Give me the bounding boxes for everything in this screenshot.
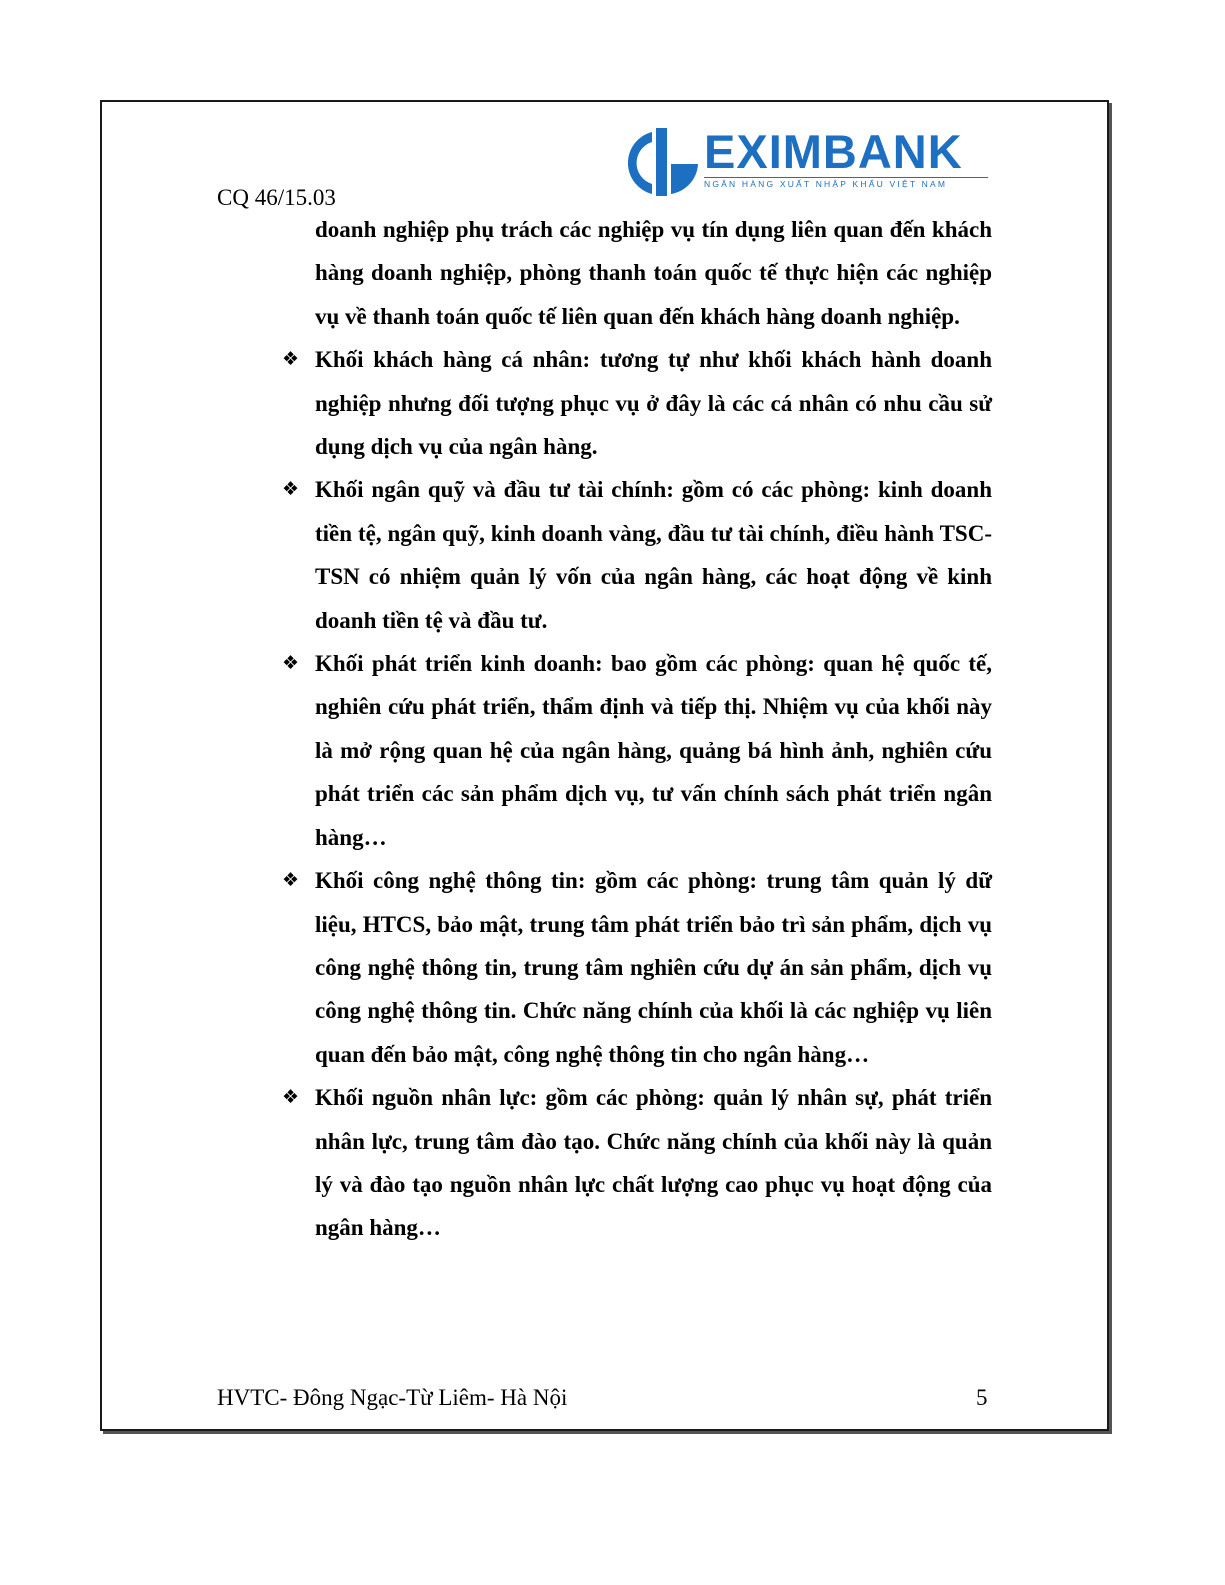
- logo-tagline: NGÂN HÀNG XUẤT NHẬP KHẨU VIỆT NAM: [704, 177, 988, 189]
- list-item: [282, 1076, 992, 1250]
- footer-address: HVTC- Đông Ngạc-Từ Liêm- Hà Nội: [217, 1385, 568, 1410]
- eximbank-emblem-icon: [626, 126, 702, 198]
- eximbank-logo: [626, 126, 988, 198]
- list-item: [282, 859, 992, 1076]
- list-item: [282, 642, 992, 859]
- list-item-text: Khối nguồn nhân lực: gồm các phòng: quản lý nhân sự, phát triển nhân lực, trung tâm đào tạo. Chức năng chính của khối này là quản lý và đào tạo nguồn nhân lực chất lượng cao phục vụ hoạt động của ngân hàng…: [315, 1085, 992, 1241]
- list-item: [282, 468, 992, 642]
- list-item-text: Khối ngân quỹ và đầu tư tài chính: gồm có các phòng: kinh doanh tiền tệ, ngân quỹ, kinh doanh vàng, đầu tư tài chính, điều hành TSC- TSN có nhiệm quản lý vốn của ngân hàng, các hoạt động về kinh doanh tiền tệ và đầu tư.: [315, 477, 992, 633]
- diamond-bullet-icon: ❖: [282, 869, 300, 892]
- logo-brand-text: EXIMBANK: [704, 125, 963, 178]
- list-item-text: Khối khách hàng cá nhân: tương tự như khối khách hành doanh nghiệp nhưng đối tượng phục vụ ở đây là các cá nhân có nhu cầu sử dụng dịch vụ của ngân hàng.: [315, 347, 992, 460]
- list-item-text: Khối phát triển kinh doanh: bao gồm các phòng: quan hệ quốc tế, nghiên cứu phát triển, thẩm định và tiếp thị. Nhiệm vụ của khối này là mở rộng quan hệ của ngân hàng, quảng bá hình ảnh, nghiên cứu phát triển các sản phẩm dịch vụ, tư vấn chính sách phát triển ngân hàng…: [315, 651, 992, 850]
- main-content: [282, 208, 992, 1250]
- list-item-text: Khối công nghệ thông tin: gồm các phòng: trung tâm quản lý dữ liệu, HTCS, bảo mật, trung tâm phát triển bảo trì sản phẩm, dịch vụ công nghệ thông tin, trung tâm nghiên cứu dự án sản phẩm, dịch vụ công nghệ thông tin. Chức năng chính của khối là các nghiệp vụ liên quan đến bảo mật, công nghệ thông tin cho ngân hàng…: [315, 868, 992, 1067]
- document-code: CQ 46/15.03: [217, 185, 336, 210]
- diamond-bullet-icon: ❖: [282, 478, 300, 501]
- diamond-bullet-icon: ❖: [282, 348, 300, 371]
- list-item: [282, 338, 992, 468]
- intro-paragraph: doanh nghiệp phụ trách các nghiệp vụ tín dụng liên quan đến khách hàng doanh nghiệp, phòng thanh toán quốc tế thực hiện các nghiệp vụ về thanh toán quốc tế liên quan đến khách hàng doanh nghiệp.: [315, 217, 992, 329]
- diamond-bullet-icon: ❖: [282, 652, 300, 675]
- diamond-bullet-icon: ❖: [282, 1086, 300, 1109]
- page-number: 5: [976, 1385, 988, 1410]
